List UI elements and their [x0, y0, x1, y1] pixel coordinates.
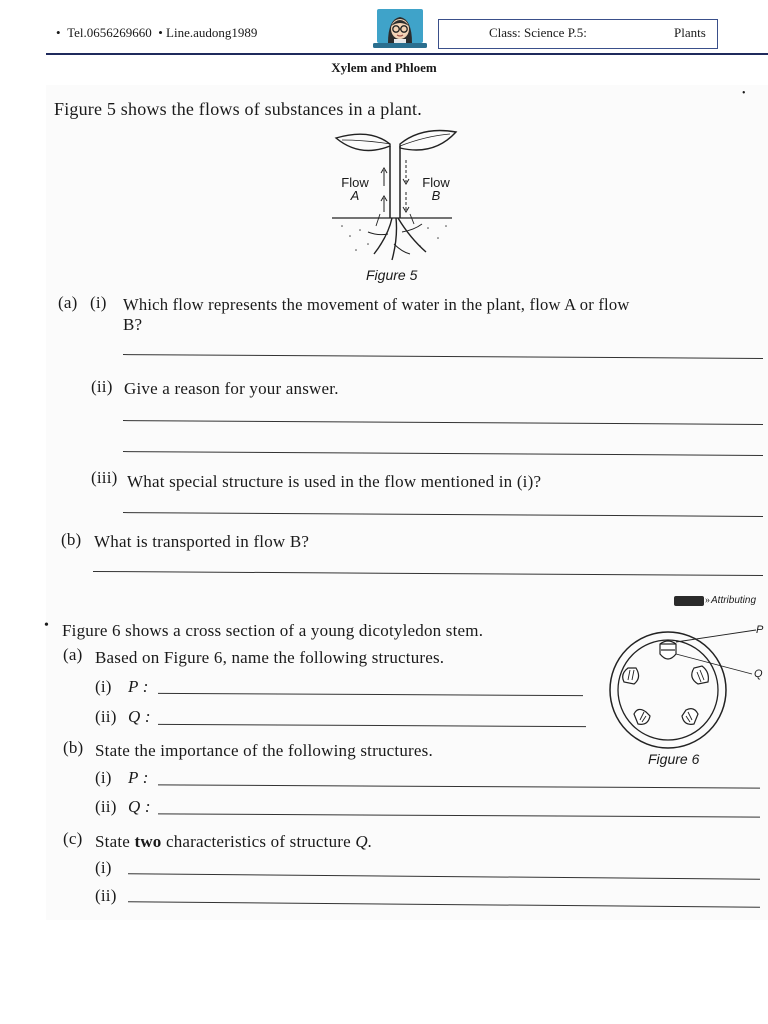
q6-bullet: • — [44, 618, 50, 633]
q6c-i-label: (i) — [95, 858, 112, 877]
class-label: Class: Science P.5: — [489, 25, 587, 40]
figure-6-caption: Figure 6 — [648, 751, 700, 767]
q5-intro: Figure 5 shows the flows of substances in a plant. — [54, 99, 422, 119]
q6b-i-label: (i) — [95, 768, 112, 787]
q5a-iii-label: (iii) — [91, 468, 118, 487]
q5a-iii-text: What special structure is used in the flow mentioned in (i)? — [127, 472, 542, 491]
speck: • — [742, 88, 746, 99]
q6b-i-letter: P : — [128, 768, 149, 787]
q6c-text-bold: two — [134, 832, 162, 851]
q6a-ii-letter: Q : — [128, 707, 151, 726]
q6c-ii-label: (ii) — [95, 886, 117, 905]
flow-a-label — [339, 175, 371, 203]
q5a-i-text: Which flow represents the movement of water in the plant, flow A or flow — [123, 295, 630, 314]
fig6-label-p: P — [756, 624, 764, 636]
q5b-text: What is transported in flow B? — [94, 532, 310, 551]
q5b-label: (b) — [61, 530, 82, 549]
bullet: • — [154, 25, 167, 40]
flow-a-word: Flow — [341, 175, 369, 190]
q6a-label: (a) — [63, 645, 83, 664]
fig6-label-q: Q — [754, 668, 763, 680]
q6a-i-letter: P : — [128, 677, 149, 696]
q6c-text-q: Q. — [355, 832, 373, 851]
flow-b-letter: B — [431, 188, 441, 203]
figure-6-stem-diagram — [598, 620, 768, 754]
flow-b-word: Flow — [422, 175, 450, 190]
flow-a-letter: A — [350, 188, 360, 203]
q6b-text: State the importance of the following structures. — [95, 741, 433, 760]
q6c-text-pre: State — [95, 832, 130, 851]
q6b-ii-label: (ii) — [95, 797, 117, 816]
flow-b-label — [420, 175, 452, 203]
q5a-ii-label: (ii) — [91, 377, 113, 396]
q6b-ii-letter: Q : — [128, 797, 151, 816]
badge-icon — [674, 596, 704, 606]
q6a-text: Based on Figure 6, name the following structures. — [95, 648, 445, 667]
teacher-avatar-icon — [371, 5, 429, 51]
q6a-i-label: (i) — [95, 677, 112, 696]
figure-5-caption: Figure 5 — [366, 267, 418, 283]
header-divider — [46, 53, 768, 55]
tel-number: Tel.0656269660 — [67, 25, 152, 40]
page-title: Xylem and Phloem — [331, 60, 437, 75]
q6a-ii-label: (ii) — [95, 707, 117, 726]
chevron-right-icon: » — [705, 594, 710, 606]
subject-label: Plants — [674, 25, 706, 40]
q5a-ii-text: Give a reason for your answer. — [124, 379, 339, 398]
line-id: Line.audong1989 — [166, 25, 258, 40]
header-contact — [56, 25, 257, 41]
attributing-badge — [674, 594, 756, 607]
q6c-label: (c) — [63, 829, 83, 848]
q5a-i-label: (i) — [90, 293, 107, 312]
q6b-label: (b) — [63, 738, 84, 757]
q5a-label: (a) — [58, 293, 78, 312]
q6c-text-post: characteristics of structure — [165, 832, 351, 851]
q6c-text — [95, 832, 372, 852]
attributing-label: Attributing — [711, 595, 757, 606]
q5a-i-text-cont: B? — [123, 315, 143, 334]
bullet: • — [56, 25, 68, 40]
q6-intro: Figure 6 shows a cross section of a young dicotyledon stem. — [62, 621, 484, 640]
